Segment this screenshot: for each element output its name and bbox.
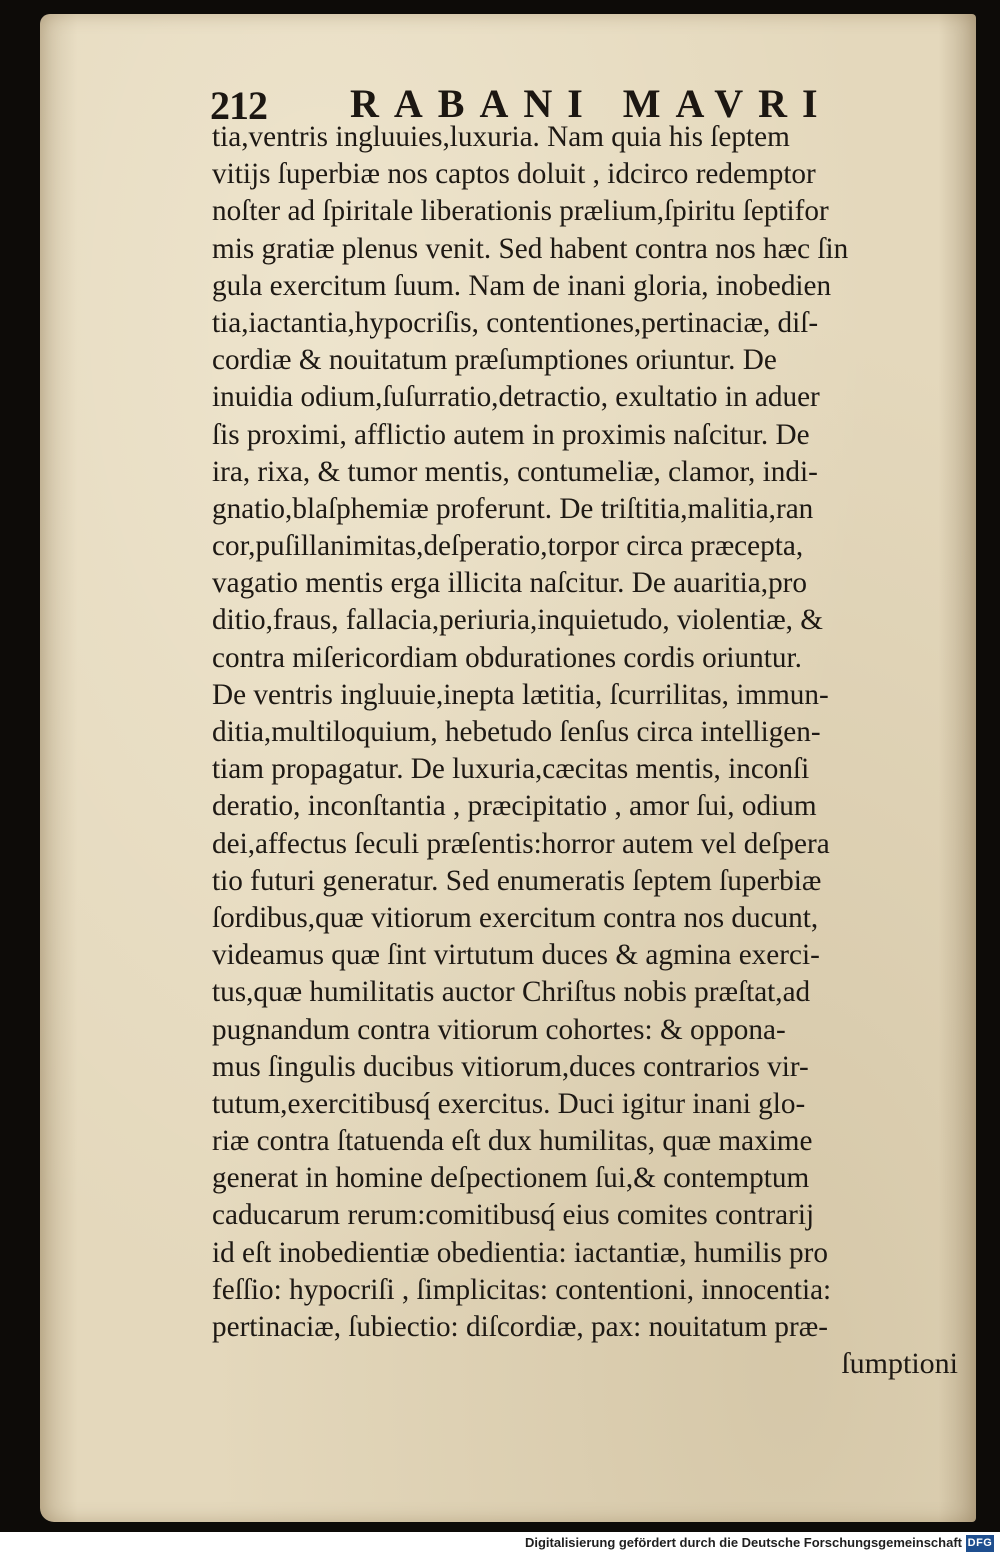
text-line: vagatio mentis erga illicita naſcitur. De auaritia,pro: [212, 566, 808, 600]
funding-credit: Digitalisierung gefördert durch die Deutsche Forschungsgemeinschaft: [524, 1535, 962, 1550]
text-line: gula exercitum ſuum. Nam de inani gloria, inobedien: [212, 268, 832, 302]
text-line: dei,affectus ſeculi præſentis:horror autem vel deſpera: [212, 826, 830, 860]
text-line: contra miſericordiam obdurationes cordis oriuntur.: [212, 640, 802, 674]
text-line: tio futuri generatur. Sed enumeratis ſeptem ſuperbiæ: [212, 863, 822, 897]
text-line: caducarum rerum:comitibusq́ eius comites contrarij: [212, 1198, 815, 1232]
text-line: ira, rixa, & tumor mentis, contumeliæ, clamor, indi-: [212, 454, 818, 488]
text-line: tutum,exercitibusq́ exercitus. Duci igitur inani glo-: [212, 1086, 806, 1120]
text-line: tia,iactantia,hypocriſis, contentiones,pertinaciæ, diſ-: [212, 305, 819, 339]
text-line: tia,ventris ingluuies,luxuria. Nam quia his ſeptem: [212, 120, 790, 153]
text-line: pertinaciæ, ſubiectio: diſcordiæ, pax: nouitatum præ-: [212, 1310, 828, 1343]
text-line: videamus quæ ſint virtutum duces & agmina exerci-: [212, 938, 820, 972]
catchword: ſumptioni: [841, 1347, 958, 1381]
text-line: generat in homine deſpectionem ſui,& contemptum: [212, 1161, 810, 1195]
footer-bar: [0, 1532, 1000, 1556]
text-line: ditio,fraus, fallacia,periuria,inquietudo, violentiæ, &: [212, 603, 824, 637]
text-line: ſis proximi, afflictio autem in proximis naſcitur. De: [212, 417, 810, 451]
text-line: gnatio,blaſphemiæ proferunt. De triſtitia,malitia,ran: [212, 491, 814, 525]
text-line: deratio, inconſtantia , præcipitatio , amor ſui, odium: [212, 789, 817, 823]
text-line: tiam propagatur. De luxuria,cæcitas mentis, inconſi: [212, 752, 810, 786]
body-text: [212, 118, 972, 1382]
text-line: ditia,multiloquium, hebetudo ſenſus circa intelligen-: [212, 715, 821, 748]
text-line: noſter ad ſpiritale liberationis prælium,ſpiritu ſeptifor: [212, 194, 829, 228]
text-line: id eſt inobedientiæ obedientia: iactantiæ, humilis pro: [212, 1235, 828, 1269]
text-line: inuidia odium,ſuſurratio,detractio, exultatio in aduer: [212, 380, 820, 414]
text-line: vitiјs ſuperbiæ nos captos doluit , idcirco redemptor: [212, 157, 816, 191]
text-line: mis gratiæ plenus venit. Sed habent contra nos hæc ſin: [212, 231, 849, 265]
text-line: ſordibus,quæ vitiorum exercitum contra nos ducunt,: [212, 900, 819, 934]
running-title: RABANI MAVRI: [350, 81, 833, 126]
dfg-logo-icon: DFG: [966, 1535, 994, 1552]
text-line: riæ contra ſtatuenda eſt dux humilitas, quæ maxime: [212, 1124, 813, 1158]
text-line: pugnandum contra vitiorum cohortes: & oppona-: [212, 1012, 786, 1046]
text-line: cordiæ & nouitatum præſumptiones oriuntur. De: [212, 343, 777, 377]
text-line: cor,puſillanimitas,deſperatio,torpor circa præcepta,: [212, 529, 804, 563]
text-line: De ventris ingluuie,inepta lætitia, ſcurrilitas, immun-: [212, 677, 829, 711]
text-line: mus ſingulis ducibus vitiorum,duces contrarios vir-: [212, 1049, 809, 1083]
text-line: feſſio: hypocriſi , ſimplicitas: contentioni, innocentia:: [212, 1272, 832, 1306]
text-line: tus,quæ humilitatis auctor Chriſtus nobis præſtat,ad: [212, 975, 811, 1009]
page-number: 212: [210, 83, 267, 128]
